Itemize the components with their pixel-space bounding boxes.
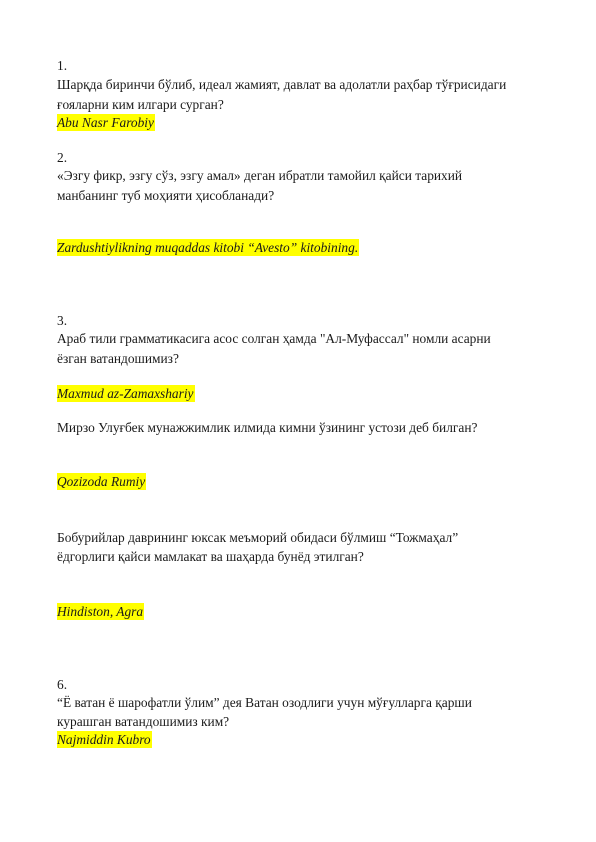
question-number: 6. <box>57 677 68 692</box>
question-text-line: манбанинг туб моҳияти ҳисобланади? <box>57 188 275 203</box>
question-text-line: курашган ватандошимиз ким? <box>57 714 230 729</box>
answer-highlight: Abu Nasr Farobiy <box>57 115 154 130</box>
question-number: 2. <box>57 150 68 165</box>
question-text-line: ёдгорлиги қайси мамлакат ва шаҳарда бунёд этилган? <box>57 549 364 564</box>
question-number: 1. <box>57 58 68 73</box>
question-text-line: Шарқда биринчи бўлиб, идеал жамият, давлат ва адолатли раҳбар тўғрисидаги <box>57 77 507 92</box>
question-text-line: ёзган ватандошимиз? <box>57 351 179 366</box>
answer-highlight: Hindiston, Agra <box>57 604 144 619</box>
question-text-line: Араб тили грамматикасига асос солган ҳамда "Ал-Муфассал" номли асарни <box>57 331 491 346</box>
question-text-line: “Ё ватан ё шарофатли ўлим” дея Ватан озодлиги учун мўғулларга қарши <box>57 695 472 710</box>
answer-highlight: Maxmud az-Zamaxshariy <box>57 386 194 401</box>
answer-highlight: Zardushtiylikning muqaddas kitobi “Avesto” kitobining. <box>57 240 359 255</box>
answer-highlight: Qozizoda Rumiy <box>57 474 146 489</box>
question-text-line: ғояларни ким илгари сурган? <box>57 97 224 112</box>
answer-highlight: Najmiddin Kubro <box>57 732 151 747</box>
question-text-line: Мирзо Улуғбек мунажжимлик илмида кимни ўзининг устози деб билган? <box>57 420 478 435</box>
question-text-line: «Эзгу фикр, эзгу сўз, эзгу амал» деган ибратли тамойил қайси тарихий <box>57 168 463 183</box>
question-number: 3. <box>57 313 68 328</box>
question-text-line: Бобурийлар даврининг юксак меъморий обидаси бўлмиш “Тожмаҳал” <box>57 530 459 545</box>
